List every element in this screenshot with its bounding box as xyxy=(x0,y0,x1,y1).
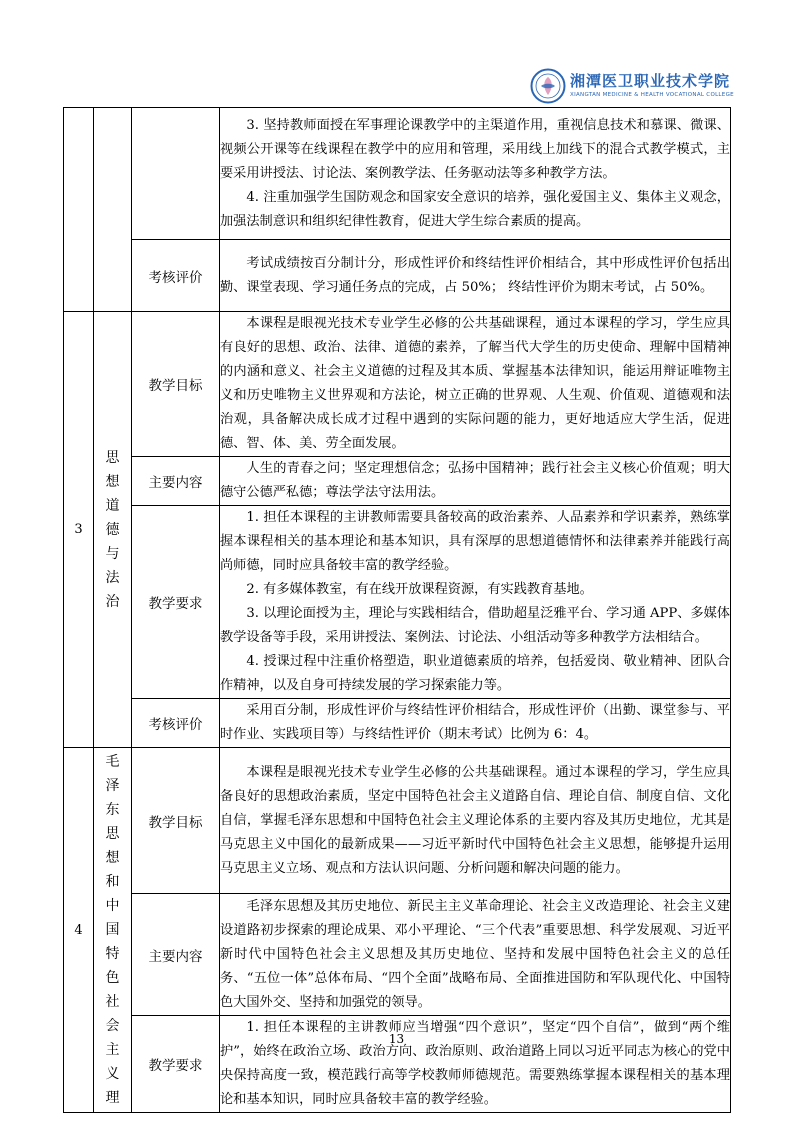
course-name-cell xyxy=(94,748,132,1113)
table-row xyxy=(64,312,731,457)
course-number xyxy=(64,108,94,312)
content-paragraph: 2. 有多媒体教室，有在线开放课程资源，有实践教育基地。 xyxy=(246,582,593,597)
course-name: 思想道德与法治 xyxy=(105,449,120,610)
category-content xyxy=(220,240,731,312)
content-paragraph: 1. 担任本课程的主讲教师需要具备较高的政治素养、人品素养和学识素养，熟练掌握本课程相关的基本理论和基本知识，具有深厚的思想道德情怀和法律素养并能践行高尚师德，同时应具备较丰富的教学经验。 xyxy=(220,510,730,573)
content-paragraph: 1. 担任本课程的主讲教师应当增强“四个意识”，坚定“四个自信”，做到“两个维护”，始终在政治立场、政治方向、政治原则、政治道路上同以习近平同志为核心的党中央保持高度一致，模范践行高等学校教师师德规范。需要熟练掌握本课程相关的基本理论和基本知识，同时应具备较丰富的教学经验。 xyxy=(220,1020,730,1107)
category-label: 主要内容 xyxy=(132,894,220,1016)
page-number: 13 xyxy=(388,1032,405,1046)
category-label: 教学目标 xyxy=(132,748,220,894)
category-content xyxy=(220,506,731,699)
category-label: 考核评价 xyxy=(132,240,220,312)
table-row xyxy=(64,699,731,748)
table-row xyxy=(64,1016,731,1113)
school-emblem-icon xyxy=(530,68,566,104)
content-paragraph: 本课程是眼视光技术专业学生必修的公共基础课程。通过本课程的学习，学生应具备良好的思想政治素质，坚定中国特色社会主义道路自信、理论自信、制度自信、文化自信，掌握毛泽东思想和中国特色社会主义理论体系的主要内容及其历史地位，尤其是马克思主义中国化的最新成果——习近平新时代中国特色社会主义思想，能够提升运用马克思主义立场、观点和方法认识问题、分析问题和解决问题的能力。 xyxy=(220,764,730,876)
content-paragraph: 3. 以理论面授为主，理论与实践相结合，借助超星泛雅平台、学习通 APP、多媒体教学设备等手段，采用讲授法、案例法、讨论法、小组活动等多种教学方法相结合。 xyxy=(220,606,730,645)
school-name-cn: 湘潭医卫职业技术学院 xyxy=(570,72,731,90)
table-row xyxy=(64,457,731,506)
table-row xyxy=(64,506,731,699)
category-label: 教学要求 xyxy=(132,1016,220,1113)
content-paragraph: 采用百分制，形成性评价与终结性评价相结合，形成性评价（出勤、课堂参与、平时作业、实践项目等）与终结性评价（期末考试）比例为 6：4。 xyxy=(220,703,730,742)
category-label: 教学目标 xyxy=(132,312,220,457)
category-content xyxy=(220,108,731,240)
table-row xyxy=(64,748,731,894)
course-name: 毛泽东思想和中国特色社会主义理 xyxy=(105,754,120,1106)
table-row xyxy=(64,894,731,1016)
school-name-en: XIANGTAN MEDICINE & HEALTH VOCATIONAL COLLEGE xyxy=(570,92,734,98)
content-paragraph: 3. 坚持教师面授在军事理论课教学中的主渠道作用，重视信息技术和慕课、微课、视频公开课等在线课程在教学中的应用和管理，采用线上加线下的混合式教学模式，主要采用讲授法、讨论法、案例教学法、任务驱动法等多种教学方法。 xyxy=(220,117,730,181)
category-label xyxy=(132,108,220,240)
course-name-cell xyxy=(94,312,132,748)
content-paragraph: 考试成绩按百分制计分，形成性评价和终结性评价相结合，其中形成性评价包括出勤、课堂表现、学习通任务点的完成，占 50%； 终结性评价为期末考试，占 50%。 xyxy=(220,255,730,295)
category-content xyxy=(220,748,731,894)
content-paragraph: 4. 授课过程中注重价格塑造，职业道德素质的培养，包括爱岗、敬业精神、团队合作精神，以及自身可持续发展的学习探索能力等。 xyxy=(220,654,730,693)
course-number: 4 xyxy=(64,748,94,1113)
category-content xyxy=(220,894,731,1016)
course-number: 3 xyxy=(64,312,94,748)
category-content xyxy=(220,699,731,748)
category-content xyxy=(220,312,731,457)
content-paragraph: 人生的青春之问；坚定理想信念；弘扬中国精神；践行社会主义核心价值观；明大德守公德严私德；尊法学法守法用法。 xyxy=(220,461,730,500)
curriculum-table xyxy=(63,107,731,1113)
content-paragraph: 4. 注重加强学生国防观念和国家安全意识的培养，强化爱国主义、集体主义观念，加强法制意识和组织纪律性教育，促进大学生综合素质的提高。 xyxy=(220,189,730,229)
category-label: 考核评价 xyxy=(132,699,220,748)
content-paragraph: 毛泽东思想及其历史地位、新民主主义革命理论、社会主义改造理论、社会主义建设道路初步探索的理论成果、邓小平理论、“三个代表”重要思想、科学发展观、习近平新时代中国特色社会主义思想及其历史地位、坚持和发展中国特色社会主义的总任务、“五位一体”总体布局、“四个全面”战略布局、全面推进国防和军队现代化、中国特色大国外交、坚持和加强党的领导。 xyxy=(220,898,730,1010)
category-label: 教学要求 xyxy=(132,506,220,699)
category-label: 主要内容 xyxy=(132,457,220,506)
category-content xyxy=(220,1016,731,1113)
course-name-cell xyxy=(94,108,132,312)
content-paragraph: 本课程是眼视光技术专业学生必修的公共基础课程，通过本课程的学习，学生应具有良好的思想、政治、法律、道德的素养，了解当代大学生的历史使命、理解中国精神的内涵和意义、社会主义道德的过程及其本质、掌握基本法律知识，能运用辩证唯物主义和历史唯物主义世界观和方法论，树立正确的世界观、人生观、价值观、道德观和法治观，具备解决成长成才过程中遇到的实际问题的能力，更好地适应大学生活，促进德、智、体、美、劳全面发展。 xyxy=(220,316,730,451)
table-row xyxy=(64,240,731,312)
school-logo xyxy=(530,68,734,110)
table-row xyxy=(64,108,731,240)
category-content xyxy=(220,457,731,506)
